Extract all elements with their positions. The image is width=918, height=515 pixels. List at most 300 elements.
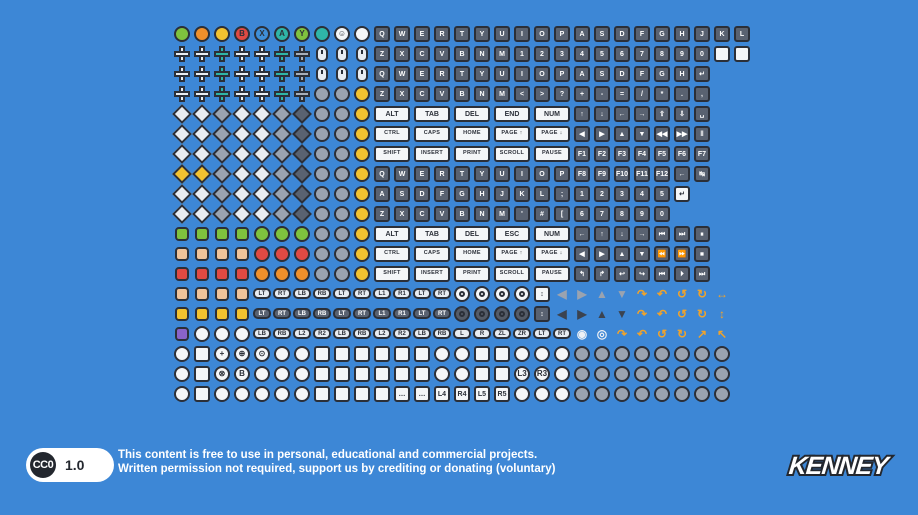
keyboard-key-icon[interactable] <box>454 126 490 142</box>
keyboard-key-icon-cell[interactable] <box>532 24 552 44</box>
arrow-icon-cell[interactable] <box>692 304 712 324</box>
dpad-diagonal-icon-cell[interactable] <box>212 144 232 164</box>
round-button-icon-cell[interactable] <box>192 24 212 44</box>
keyboard-key-icon-cell[interactable] <box>632 144 652 164</box>
dpad-diagonal-icon[interactable] <box>212 124 232 144</box>
keyboard-key-icon[interactable] <box>634 226 650 242</box>
dpad-diagonal-icon-cell[interactable] <box>192 184 212 204</box>
shoulder-trigger-icon-cell[interactable] <box>312 284 332 304</box>
keyboard-key-icon[interactable] <box>414 206 430 222</box>
keyboard-key-icon[interactable] <box>554 166 570 182</box>
round-button-icon[interactable] <box>194 326 210 342</box>
round-button-icon[interactable] <box>214 346 230 362</box>
arrow-icon-cell[interactable] <box>592 304 612 324</box>
keyboard-key-icon-cell[interactable] <box>532 284 552 304</box>
shoulder-trigger-icon[interactable] <box>353 328 371 339</box>
round-button-icon[interactable] <box>254 386 270 402</box>
dpad-diagonal-icon[interactable] <box>172 164 192 184</box>
shoulder-trigger-icon[interactable] <box>273 308 291 319</box>
keyboard-key-icon[interactable] <box>634 106 650 122</box>
keyboard-key-icon[interactable] <box>434 166 450 182</box>
round-button-icon-cell[interactable] <box>552 364 572 384</box>
round-button-icon-cell[interactable] <box>592 384 612 404</box>
keyboard-key-icon-cell[interactable] <box>592 204 612 224</box>
round-button-icon-cell[interactable] <box>572 364 592 384</box>
dpad-diagonal-icon[interactable] <box>292 204 312 224</box>
round-button-icon-cell[interactable] <box>332 84 352 104</box>
keyboard-key-icon[interactable] <box>494 226 530 242</box>
keyboard-key-icon-cell[interactable] <box>412 144 452 164</box>
dpad-icon[interactable] <box>234 86 250 102</box>
touch-gesture-icon-cell[interactable] <box>212 224 232 244</box>
keyboard-key-icon-cell[interactable] <box>472 204 492 224</box>
keyboard-key-icon[interactable] <box>354 386 370 402</box>
keyboard-key-icon-cell[interactable] <box>412 164 432 184</box>
dpad-diagonal-icon[interactable] <box>212 184 232 204</box>
keyboard-key-icon[interactable] <box>654 26 670 42</box>
shoulder-trigger-icon-cell[interactable] <box>452 324 472 344</box>
round-button-icon[interactable] <box>354 186 370 202</box>
keyboard-key-icon[interactable] <box>674 66 690 82</box>
keyboard-key-icon-cell[interactable] <box>652 264 672 284</box>
round-button-icon-cell[interactable] <box>652 364 672 384</box>
shoulder-trigger-icon[interactable] <box>313 288 331 299</box>
shoulder-trigger-icon[interactable] <box>293 308 311 319</box>
round-button-icon-cell[interactable] <box>692 364 712 384</box>
keyboard-key-icon[interactable] <box>434 66 450 82</box>
round-button-icon[interactable] <box>534 386 550 402</box>
shoulder-trigger-icon[interactable] <box>393 328 411 339</box>
round-button-icon-cell[interactable] <box>352 264 372 284</box>
dpad-icon[interactable] <box>294 86 310 102</box>
keyboard-key-icon[interactable] <box>594 126 610 142</box>
keyboard-key-icon[interactable] <box>614 246 630 262</box>
round-button-icon-cell[interactable] <box>292 24 312 44</box>
keyboard-key-icon-cell[interactable] <box>492 204 512 224</box>
keyboard-key-icon-cell[interactable] <box>532 104 572 124</box>
keyboard-key-icon-cell[interactable] <box>492 24 512 44</box>
analog-stick-icon-cell[interactable] <box>452 284 472 304</box>
keyboard-key-icon[interactable] <box>394 26 410 42</box>
keyboard-key-icon[interactable] <box>494 186 510 202</box>
keyboard-key-icon[interactable] <box>574 246 590 262</box>
keyboard-key-icon-cell[interactable] <box>532 44 552 64</box>
arrow-icon[interactable]: ◀ <box>557 287 567 301</box>
keyboard-key-icon-cell[interactable] <box>672 84 692 104</box>
keyboard-key-icon-cell[interactable] <box>652 44 672 64</box>
round-button-icon[interactable] <box>294 266 310 282</box>
keyboard-key-icon[interactable] <box>634 126 650 142</box>
round-button-icon-cell[interactable] <box>672 384 692 404</box>
round-button-icon-cell[interactable] <box>352 244 372 264</box>
keyboard-key-icon[interactable] <box>714 46 730 62</box>
keyboard-key-icon[interactable] <box>434 26 450 42</box>
keyboard-key-icon-cell[interactable] <box>492 384 512 404</box>
shoulder-trigger-icon[interactable] <box>493 328 511 339</box>
dpad-diagonal-icon-cell[interactable] <box>212 184 232 204</box>
arrow-icon[interactable]: ↻ <box>696 287 708 301</box>
keyboard-key-icon[interactable] <box>434 206 450 222</box>
round-button-icon-cell[interactable] <box>312 264 332 284</box>
round-button-icon[interactable] <box>614 366 630 382</box>
analog-stick-icon[interactable] <box>494 306 510 322</box>
dpad-icon[interactable] <box>194 86 210 102</box>
keyboard-key-icon[interactable] <box>414 66 430 82</box>
shoulder-trigger-icon[interactable] <box>393 308 411 319</box>
arrow-icon-cell[interactable] <box>692 284 712 304</box>
mouse-icon[interactable] <box>316 46 328 62</box>
round-button-icon-cell[interactable] <box>352 104 372 124</box>
keyboard-key-icon[interactable] <box>514 186 530 202</box>
round-button-icon[interactable] <box>514 346 530 362</box>
round-button-icon-cell[interactable] <box>332 24 352 44</box>
keyboard-key-icon[interactable] <box>374 166 390 182</box>
shoulder-trigger-icon-cell[interactable] <box>472 324 492 344</box>
keyboard-key-icon-cell[interactable] <box>692 124 712 144</box>
keyboard-key-icon-cell[interactable] <box>532 304 552 324</box>
round-button-icon-cell[interactable] <box>332 124 352 144</box>
shoulder-trigger-icon-cell[interactable] <box>352 324 372 344</box>
keyboard-key-icon-cell[interactable] <box>632 224 652 244</box>
keyboard-key-icon-cell[interactable] <box>632 64 652 84</box>
shoulder-trigger-icon-cell[interactable] <box>292 284 312 304</box>
keyboard-key-icon[interactable] <box>554 186 570 202</box>
shoulder-trigger-icon-cell[interactable] <box>272 324 292 344</box>
keyboard-key-icon[interactable] <box>614 146 630 162</box>
dpad-icon-cell[interactable] <box>292 64 312 84</box>
keyboard-key-icon[interactable] <box>594 46 610 62</box>
round-button-icon[interactable] <box>694 386 710 402</box>
touch-gesture-icon-cell[interactable] <box>192 304 212 324</box>
keyboard-key-icon-cell[interactable] <box>572 24 592 44</box>
arrow-icon[interactable]: ↕ <box>719 307 725 321</box>
keyboard-key-icon-cell[interactable] <box>632 44 652 64</box>
round-button-icon-cell[interactable] <box>292 384 312 404</box>
dpad-diagonal-icon[interactable] <box>292 184 312 204</box>
dpad-icon-cell[interactable] <box>252 44 272 64</box>
dpad-diagonal-icon[interactable] <box>272 104 292 124</box>
keyboard-key-icon-cell[interactable] <box>372 264 412 284</box>
dpad-diagonal-icon[interactable] <box>232 164 252 184</box>
round-button-icon-cell[interactable] <box>252 24 272 44</box>
keyboard-key-icon-cell[interactable] <box>492 84 512 104</box>
keyboard-key-icon[interactable] <box>674 26 690 42</box>
keyboard-key-icon[interactable] <box>374 346 390 362</box>
mouse-icon-cell[interactable] <box>332 44 352 64</box>
dpad-icon-cell[interactable] <box>252 84 272 104</box>
shoulder-trigger-icon[interactable] <box>433 308 451 319</box>
round-button-icon-cell[interactable] <box>272 384 292 404</box>
keyboard-key-icon[interactable] <box>434 386 450 402</box>
keyboard-key-icon-cell[interactable] <box>652 104 672 124</box>
touch-gesture-icon[interactable] <box>235 267 249 281</box>
keyboard-key-icon-cell[interactable] <box>432 24 452 44</box>
keyboard-key-icon[interactable] <box>574 166 590 182</box>
keyboard-key-icon-cell[interactable] <box>592 44 612 64</box>
round-button-icon-cell[interactable] <box>672 344 692 364</box>
keyboard-key-icon[interactable] <box>394 186 410 202</box>
round-button-icon[interactable] <box>654 346 670 362</box>
shoulder-trigger-icon-cell[interactable] <box>352 304 372 324</box>
arrow-icon[interactable]: ↶ <box>636 327 648 341</box>
keyboard-key-icon[interactable] <box>474 86 490 102</box>
keyboard-key-icon-cell[interactable] <box>532 164 552 184</box>
dpad-diagonal-icon-cell[interactable] <box>212 104 232 124</box>
keyboard-key-icon[interactable] <box>574 206 590 222</box>
round-button-icon-cell[interactable] <box>312 124 332 144</box>
round-button-icon-cell[interactable] <box>212 364 232 384</box>
round-button-icon-cell[interactable] <box>352 204 372 224</box>
keyboard-key-icon-cell[interactable] <box>512 64 532 84</box>
analog-stick-icon-cell[interactable] <box>512 304 532 324</box>
round-button-icon[interactable] <box>274 246 290 262</box>
dpad-icon-cell[interactable] <box>192 84 212 104</box>
keyboard-key-icon[interactable] <box>554 86 570 102</box>
keyboard-key-icon-cell[interactable] <box>552 84 572 104</box>
keyboard-key-icon-cell[interactable] <box>572 224 592 244</box>
dpad-diagonal-icon-cell[interactable] <box>172 204 192 224</box>
dpad-diagonal-icon[interactable] <box>172 104 192 124</box>
keyboard-key-icon[interactable] <box>674 246 690 262</box>
round-button-icon[interactable] <box>214 326 230 342</box>
keyboard-key-icon-cell[interactable] <box>412 244 452 264</box>
keyboard-key-icon-cell[interactable] <box>412 224 452 244</box>
dpad-diagonal-icon-cell[interactable] <box>292 144 312 164</box>
keyboard-key-icon[interactable] <box>534 106 570 122</box>
dpad-diagonal-icon[interactable] <box>272 164 292 184</box>
shoulder-trigger-icon[interactable] <box>273 288 291 299</box>
keyboard-key-icon-cell[interactable] <box>452 184 472 204</box>
shoulder-trigger-icon[interactable] <box>473 328 491 339</box>
round-button-icon[interactable] <box>554 346 570 362</box>
keyboard-key-icon-cell[interactable] <box>612 64 632 84</box>
round-button-icon-cell[interactable] <box>172 384 192 404</box>
keyboard-key-icon-cell[interactable] <box>672 124 692 144</box>
dpad-diagonal-icon-cell[interactable] <box>272 124 292 144</box>
dpad-diagonal-icon-cell[interactable] <box>292 204 312 224</box>
keyboard-key-icon[interactable] <box>534 66 550 82</box>
keyboard-key-icon-cell[interactable] <box>332 344 352 364</box>
keyboard-key-icon[interactable] <box>514 46 530 62</box>
keyboard-key-icon[interactable] <box>354 346 370 362</box>
keyboard-key-icon[interactable] <box>394 46 410 62</box>
keyboard-key-icon-cell[interactable] <box>572 164 592 184</box>
round-button-icon[interactable] <box>614 386 630 402</box>
round-button-icon[interactable] <box>594 346 610 362</box>
keyboard-key-icon-cell[interactable] <box>612 24 632 44</box>
keyboard-key-icon[interactable] <box>534 126 570 142</box>
round-button-icon-cell[interactable] <box>612 384 632 404</box>
keyboard-key-icon-cell[interactable] <box>412 204 432 224</box>
dpad-diagonal-icon-cell[interactable] <box>272 204 292 224</box>
touch-gesture-icon-cell[interactable] <box>212 304 232 324</box>
keyboard-key-icon-cell[interactable] <box>392 64 412 84</box>
round-button-icon-cell[interactable] <box>232 324 252 344</box>
keyboard-key-icon-cell[interactable] <box>652 144 672 164</box>
keyboard-key-icon[interactable] <box>654 266 670 282</box>
keyboard-key-icon-cell[interactable] <box>332 364 352 384</box>
keyboard-key-icon-cell[interactable] <box>612 144 632 164</box>
round-button-icon-cell[interactable] <box>512 344 532 364</box>
keyboard-key-icon[interactable] <box>194 386 210 402</box>
touch-gesture-icon[interactable] <box>195 287 209 301</box>
keyboard-key-icon[interactable] <box>494 66 510 82</box>
keyboard-key-icon[interactable] <box>594 206 610 222</box>
keyboard-key-icon[interactable] <box>654 66 670 82</box>
dpad-diagonal-icon-cell[interactable] <box>232 144 252 164</box>
keyboard-key-icon-cell[interactable] <box>352 364 372 384</box>
keyboard-key-icon[interactable] <box>594 106 610 122</box>
keyboard-key-icon-cell[interactable] <box>332 384 352 404</box>
round-button-icon-cell[interactable] <box>192 324 212 344</box>
keyboard-key-icon[interactable] <box>454 206 470 222</box>
keyboard-key-icon-cell[interactable] <box>492 64 512 84</box>
round-button-icon[interactable] <box>334 26 350 42</box>
round-button-icon[interactable] <box>234 346 250 362</box>
dpad-icon-cell[interactable] <box>232 64 252 84</box>
round-button-icon[interactable] <box>674 346 690 362</box>
round-button-icon[interactable] <box>334 126 350 142</box>
keyboard-key-icon[interactable] <box>454 386 470 402</box>
arrow-icon[interactable]: ↻ <box>676 327 688 341</box>
keyboard-key-icon-cell[interactable] <box>652 124 672 144</box>
round-button-icon[interactable] <box>354 246 370 262</box>
shoulder-trigger-icon-cell[interactable] <box>432 324 452 344</box>
keyboard-key-icon[interactable] <box>674 146 690 162</box>
keyboard-key-icon[interactable] <box>634 206 650 222</box>
dpad-icon-cell[interactable] <box>232 44 252 64</box>
keyboard-key-icon-cell[interactable] <box>652 24 672 44</box>
keyboard-key-icon[interactable] <box>494 346 510 362</box>
round-button-icon-cell[interactable] <box>252 344 272 364</box>
keyboard-key-icon-cell[interactable] <box>592 184 612 204</box>
touch-gesture-icon-cell[interactable] <box>232 284 252 304</box>
round-button-icon-cell[interactable] <box>552 384 572 404</box>
round-button-icon-cell[interactable] <box>592 364 612 384</box>
analog-stick-icon-cell[interactable] <box>472 304 492 324</box>
round-button-icon[interactable] <box>654 386 670 402</box>
keyboard-key-icon-cell[interactable] <box>692 144 712 164</box>
keyboard-key-icon[interactable] <box>534 266 570 282</box>
keyboard-key-icon[interactable] <box>674 126 690 142</box>
keyboard-key-icon[interactable] <box>574 46 590 62</box>
round-button-icon-cell[interactable] <box>212 344 232 364</box>
arrow-icon-cell[interactable] <box>652 284 672 304</box>
arrow-icon-cell[interactable] <box>672 284 692 304</box>
keyboard-key-icon-cell[interactable] <box>392 364 412 384</box>
keyboard-key-icon[interactable] <box>374 366 390 382</box>
round-button-icon[interactable] <box>634 386 650 402</box>
keyboard-key-icon-cell[interactable] <box>412 264 452 284</box>
keyboard-key-icon[interactable] <box>454 146 490 162</box>
touch-gesture-icon[interactable] <box>175 247 189 261</box>
keyboard-key-icon-cell[interactable] <box>672 144 692 164</box>
dpad-diagonal-icon-cell[interactable] <box>172 104 192 124</box>
keyboard-key-icon[interactable] <box>614 26 630 42</box>
dpad-icon[interactable] <box>214 66 230 82</box>
keyboard-key-icon-cell[interactable] <box>632 24 652 44</box>
shoulder-trigger-icon[interactable] <box>353 288 371 299</box>
keyboard-key-icon-cell[interactable] <box>372 44 392 64</box>
round-button-icon-cell[interactable] <box>432 364 452 384</box>
keyboard-key-icon-cell[interactable] <box>412 64 432 84</box>
dpad-diagonal-icon[interactable] <box>252 124 272 144</box>
round-button-icon[interactable] <box>534 346 550 362</box>
dpad-diagonal-icon[interactable] <box>192 184 212 204</box>
round-button-icon-cell[interactable] <box>272 344 292 364</box>
dpad-icon[interactable] <box>174 86 190 102</box>
keyboard-key-icon-cell[interactable] <box>612 164 632 184</box>
mouse-icon-cell[interactable] <box>312 64 332 84</box>
round-button-icon[interactable] <box>614 346 630 362</box>
round-button-icon-cell[interactable] <box>272 24 292 44</box>
shoulder-trigger-icon[interactable] <box>413 288 431 299</box>
shoulder-trigger-icon-cell[interactable] <box>332 304 352 324</box>
round-button-icon-cell[interactable] <box>352 24 372 44</box>
shoulder-trigger-icon-cell[interactable] <box>552 324 572 344</box>
keyboard-key-icon-cell[interactable] <box>692 44 712 64</box>
touch-gesture-icon-cell[interactable] <box>232 304 252 324</box>
keyboard-key-icon[interactable] <box>494 266 530 282</box>
arrow-icon[interactable]: ▲ <box>596 287 608 301</box>
mouse-icon[interactable] <box>356 46 368 62</box>
keyboard-key-icon[interactable] <box>694 166 710 182</box>
shoulder-trigger-icon[interactable] <box>373 328 391 339</box>
dpad-icon[interactable] <box>254 66 270 82</box>
arrow-icon-cell[interactable] <box>632 304 652 324</box>
keyboard-key-icon[interactable] <box>534 26 550 42</box>
round-button-icon-cell[interactable] <box>692 384 712 404</box>
arrow-icon[interactable]: ▶ <box>577 307 587 321</box>
dpad-diagonal-icon-cell[interactable] <box>292 104 312 124</box>
round-button-icon[interactable] <box>274 26 290 42</box>
dpad-diagonal-icon[interactable] <box>172 124 192 144</box>
keyboard-key-icon-cell[interactable] <box>312 364 332 384</box>
keyboard-key-icon[interactable] <box>654 226 670 242</box>
shoulder-trigger-icon-cell[interactable] <box>312 324 332 344</box>
dpad-diagonal-icon[interactable] <box>232 124 252 144</box>
keyboard-key-icon[interactable] <box>414 106 450 122</box>
round-button-icon[interactable] <box>274 266 290 282</box>
arrow-icon[interactable]: ▼ <box>616 287 628 301</box>
round-button-icon[interactable] <box>334 166 350 182</box>
keyboard-key-icon[interactable] <box>414 166 430 182</box>
round-button-icon-cell[interactable] <box>312 24 332 44</box>
round-button-icon-cell[interactable] <box>332 264 352 284</box>
keyboard-key-icon[interactable] <box>674 106 690 122</box>
shoulder-trigger-icon-cell[interactable] <box>432 284 452 304</box>
arrow-icon-cell[interactable] <box>712 284 732 304</box>
touch-gesture-icon[interactable] <box>215 227 229 241</box>
keyboard-key-icon-cell[interactable] <box>552 204 572 224</box>
keyboard-key-icon-cell[interactable] <box>472 64 492 84</box>
round-button-icon-cell[interactable] <box>532 384 552 404</box>
touch-gesture-icon-cell[interactable] <box>172 284 192 304</box>
dpad-diagonal-icon[interactable] <box>212 204 232 224</box>
keyboard-key-icon[interactable] <box>394 206 410 222</box>
round-button-icon[interactable] <box>234 26 250 42</box>
keyboard-key-icon-cell[interactable] <box>512 44 532 64</box>
keyboard-key-icon-cell[interactable] <box>492 244 532 264</box>
keyboard-key-icon[interactable] <box>594 246 610 262</box>
dpad-diagonal-icon[interactable] <box>172 204 192 224</box>
touch-gesture-icon[interactable] <box>235 227 249 241</box>
touch-gesture-icon-cell[interactable] <box>192 264 212 284</box>
round-button-icon[interactable] <box>714 366 730 382</box>
shoulder-trigger-icon-cell[interactable] <box>412 304 432 324</box>
touch-gesture-icon[interactable] <box>195 227 209 241</box>
round-button-icon[interactable] <box>314 106 330 122</box>
